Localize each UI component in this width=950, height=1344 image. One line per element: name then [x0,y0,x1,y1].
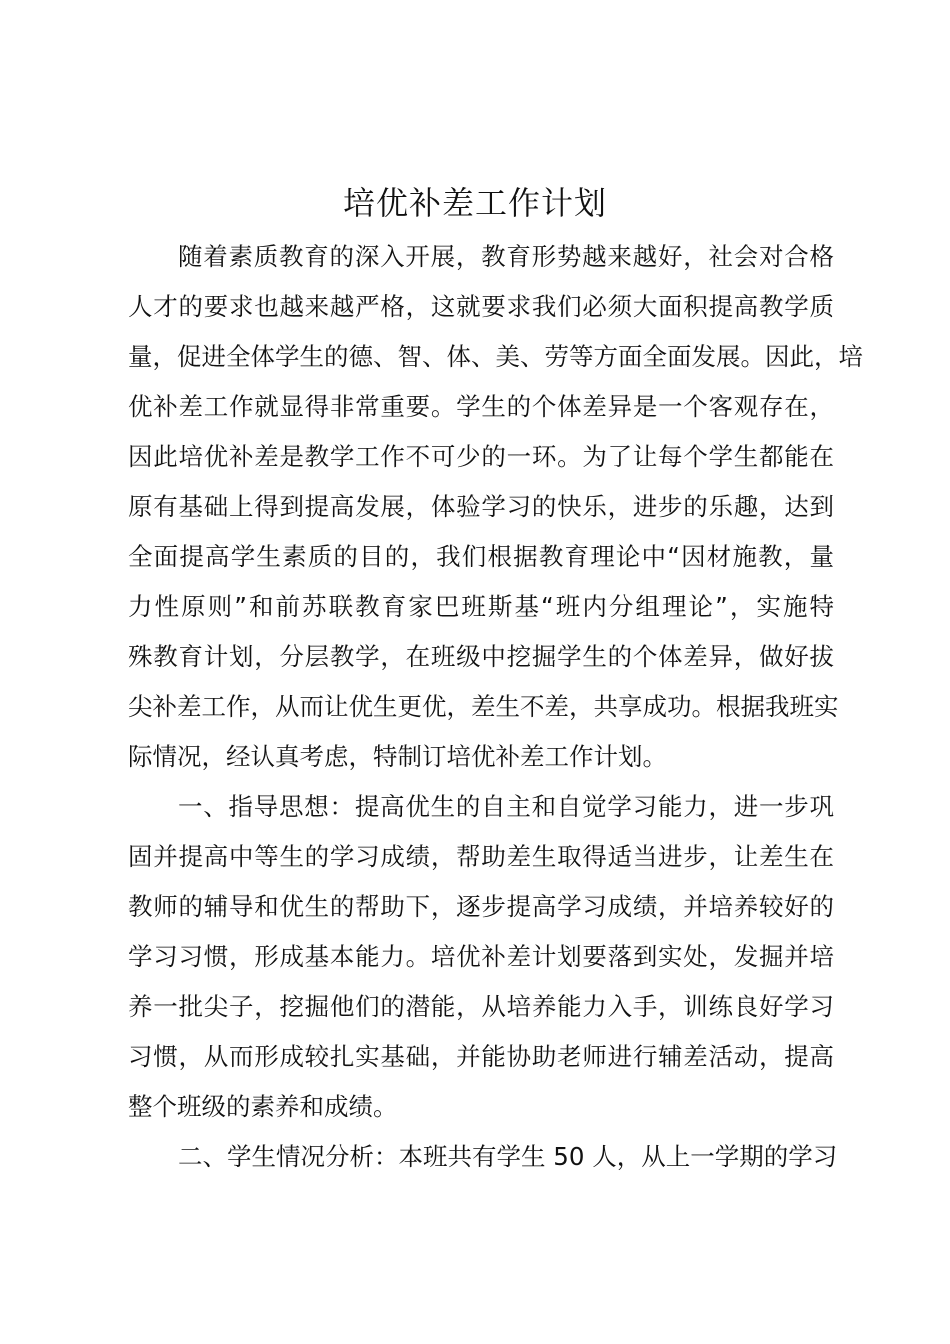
paragraph-2-line: 一、指导思想：提高优生的自主和自觉学习能力，进一步巩 [178,792,834,821]
paragraph-1-line: 全面提高学生素质的目的，我们根据教育理论中“因材施教，量 [128,542,834,571]
paragraph-1-line: 际情况，经认真考虑，特制订培优补差工作计划。 [128,742,667,771]
paragraph-1-line: 尖补差工作，从而让优生更优，差生不差，共享成功。根据我班实 [128,692,839,721]
paragraph-1-line: 优补差工作就显得非常重要。学生的个体差异是一个客观存在， [128,392,834,421]
document-title: 培优补差工作计划 [342,184,607,222]
paragraph-2-line: 教师的辅导和优生的帮助下，逐步提高学习成绩，并培养较好的 [128,892,834,921]
paragraph-2-line: 养一批尖子，挖掘他们的潜能，从培养能力入手，训练良好学习 [128,992,834,1021]
paragraph-1-line: 随着素质教育的深入开展，教育形势越来越好，社会对合格 [178,242,834,271]
paragraph-2-line: 习惯，从而形成较扎实基础，并能协助老师进行辅差活动，提高 [128,1042,834,1071]
paragraph-2-line: 固并提高中等生的学习成绩，帮助差生取得适当进步，让差生在 [128,842,834,871]
paragraph-1-line: 原有基础上得到提高发展，体验学习的快乐，进步的乐趣，达到 [128,492,834,521]
paragraph-1-line: 人才的要求也越来越严格，这就要求我们必须大面积提高教学质 [128,292,834,321]
paragraph-3-line: 二、学生情况分析：本班共有学生 50 人，从上一学期的学习 [178,1142,838,1171]
paragraph-2-line: 整个班级的素养和成绩。 [128,1092,398,1121]
paragraph-1-line: 因此培优补差是教学工作不可少的一环。为了让每个学生都能在 [128,442,834,471]
paragraph-1-line: 殊教育计划，分层教学，在班级中挖掘学生的个体差异，做好拔 [128,642,834,671]
paragraph-1-line: 量，促进全体学生的德、智、体、美、劳等方面全面发展。因此，培 [128,342,863,371]
paragraph-1-line: 力性原则”和前苏联教育家巴班斯基“班内分组理论”，实施特 [128,592,834,621]
paragraph-2-line: 学习习惯，形成基本能力。培优补差计划要落到实处，发掘并培 [128,942,834,971]
